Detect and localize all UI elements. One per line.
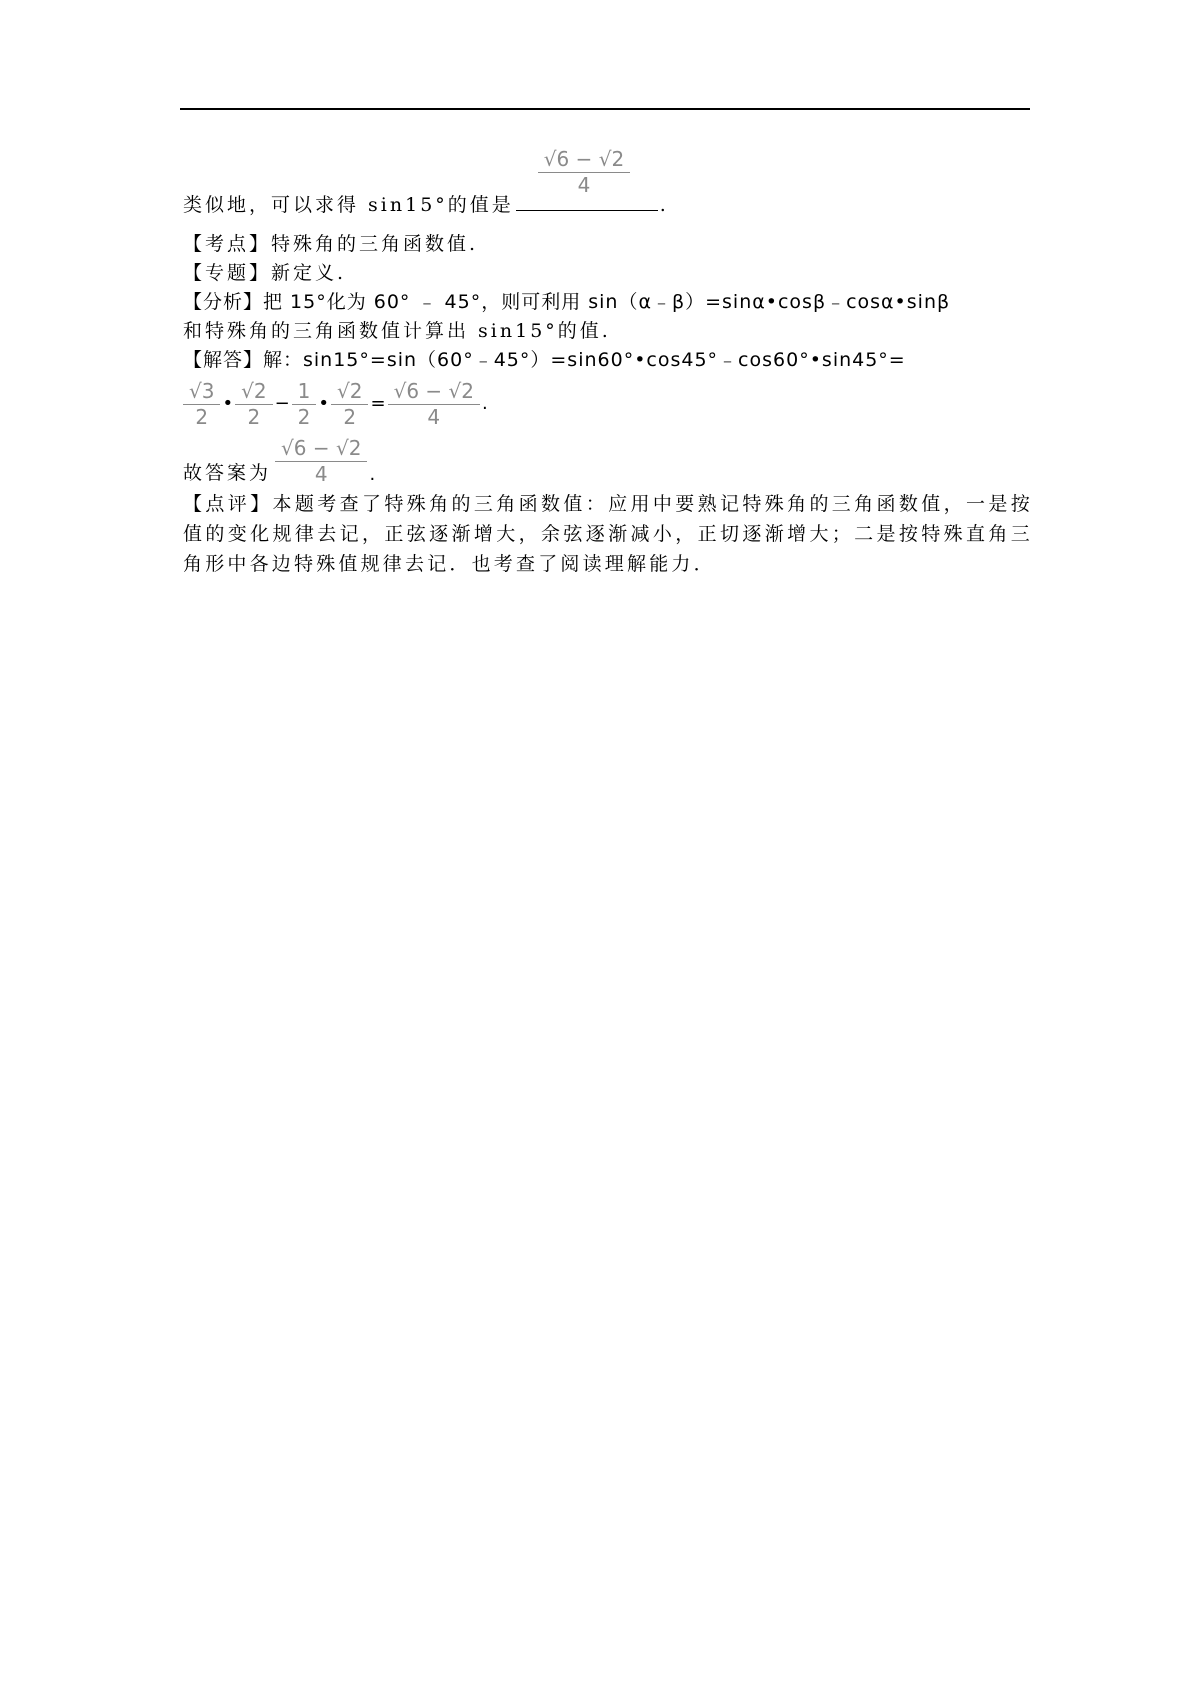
formula-period: .: [482, 392, 488, 414]
zhuanti-line: 【专题】新定义.: [183, 262, 347, 284]
fraction-result: $\frac{√6 - √2}{4}$: [388, 378, 480, 429]
answer-fraction-final: $\frac{√6 - √2}{4}$: [275, 435, 367, 486]
answer-blank: [516, 147, 658, 211]
fraction-denominator: 4: [577, 173, 591, 197]
fraction-1-over-2: $\frac{1}{2}$: [292, 378, 317, 429]
fraction-numerator: √6 − √2: [543, 147, 625, 171]
question-period: .: [659, 194, 669, 216]
kaodian-line: 【考点】特殊角的三角函数值.: [183, 233, 479, 255]
dianping-paragraph: 【点评】本题考查了特殊角的三角函数值：应用中要熟记特殊角的三角函数值，一是按值的变化规律去记，正弦逐渐增大，余弦逐渐减小，正切逐渐增大；二是按特殊直角三角形中各边特殊值规律去记．也考查了阅读理解能力．: [183, 493, 1033, 575]
answer-label: 故答案为: [183, 462, 272, 484]
solution-formula: [183, 375, 1033, 431]
dot-operator: •: [318, 392, 330, 414]
question-text: 类似地，可以求得 sin15°的值是: [183, 194, 514, 216]
fenxi-line-2: 和特殊角的三角函数值计算出 sin15°的值.: [183, 320, 611, 342]
minus-operator: −: [274, 392, 290, 414]
fraction-sqrt2-over-2: $\frac{√2}{2}$: [235, 378, 272, 429]
equals-operator: =: [370, 392, 386, 414]
answer-fraction: [538, 146, 630, 197]
solution-body: [183, 147, 1033, 579]
fenxi-line-1: 【分析】把 15°化为 60° ﹣ 45°，则可利用 sin（α﹣β）=sinα•cosβ﹣cosα•sinβ: [183, 291, 951, 313]
question-line: [183, 147, 1033, 218]
answer-period: .: [369, 464, 376, 485]
header-rule: [180, 108, 1030, 110]
answer-line: [183, 431, 1033, 489]
fraction-sqrt2-over-2: $\frac{√2}{2}$: [331, 378, 368, 429]
jieda-line: 【解答】解：sin15°=sin（60°﹣45°）=sin60°•cos45°﹣cos60°•sin45°=: [183, 349, 906, 371]
fraction-sqrt3-over-2: $\frac{√3}{2}$: [183, 378, 220, 429]
dot-operator: •: [222, 392, 234, 414]
